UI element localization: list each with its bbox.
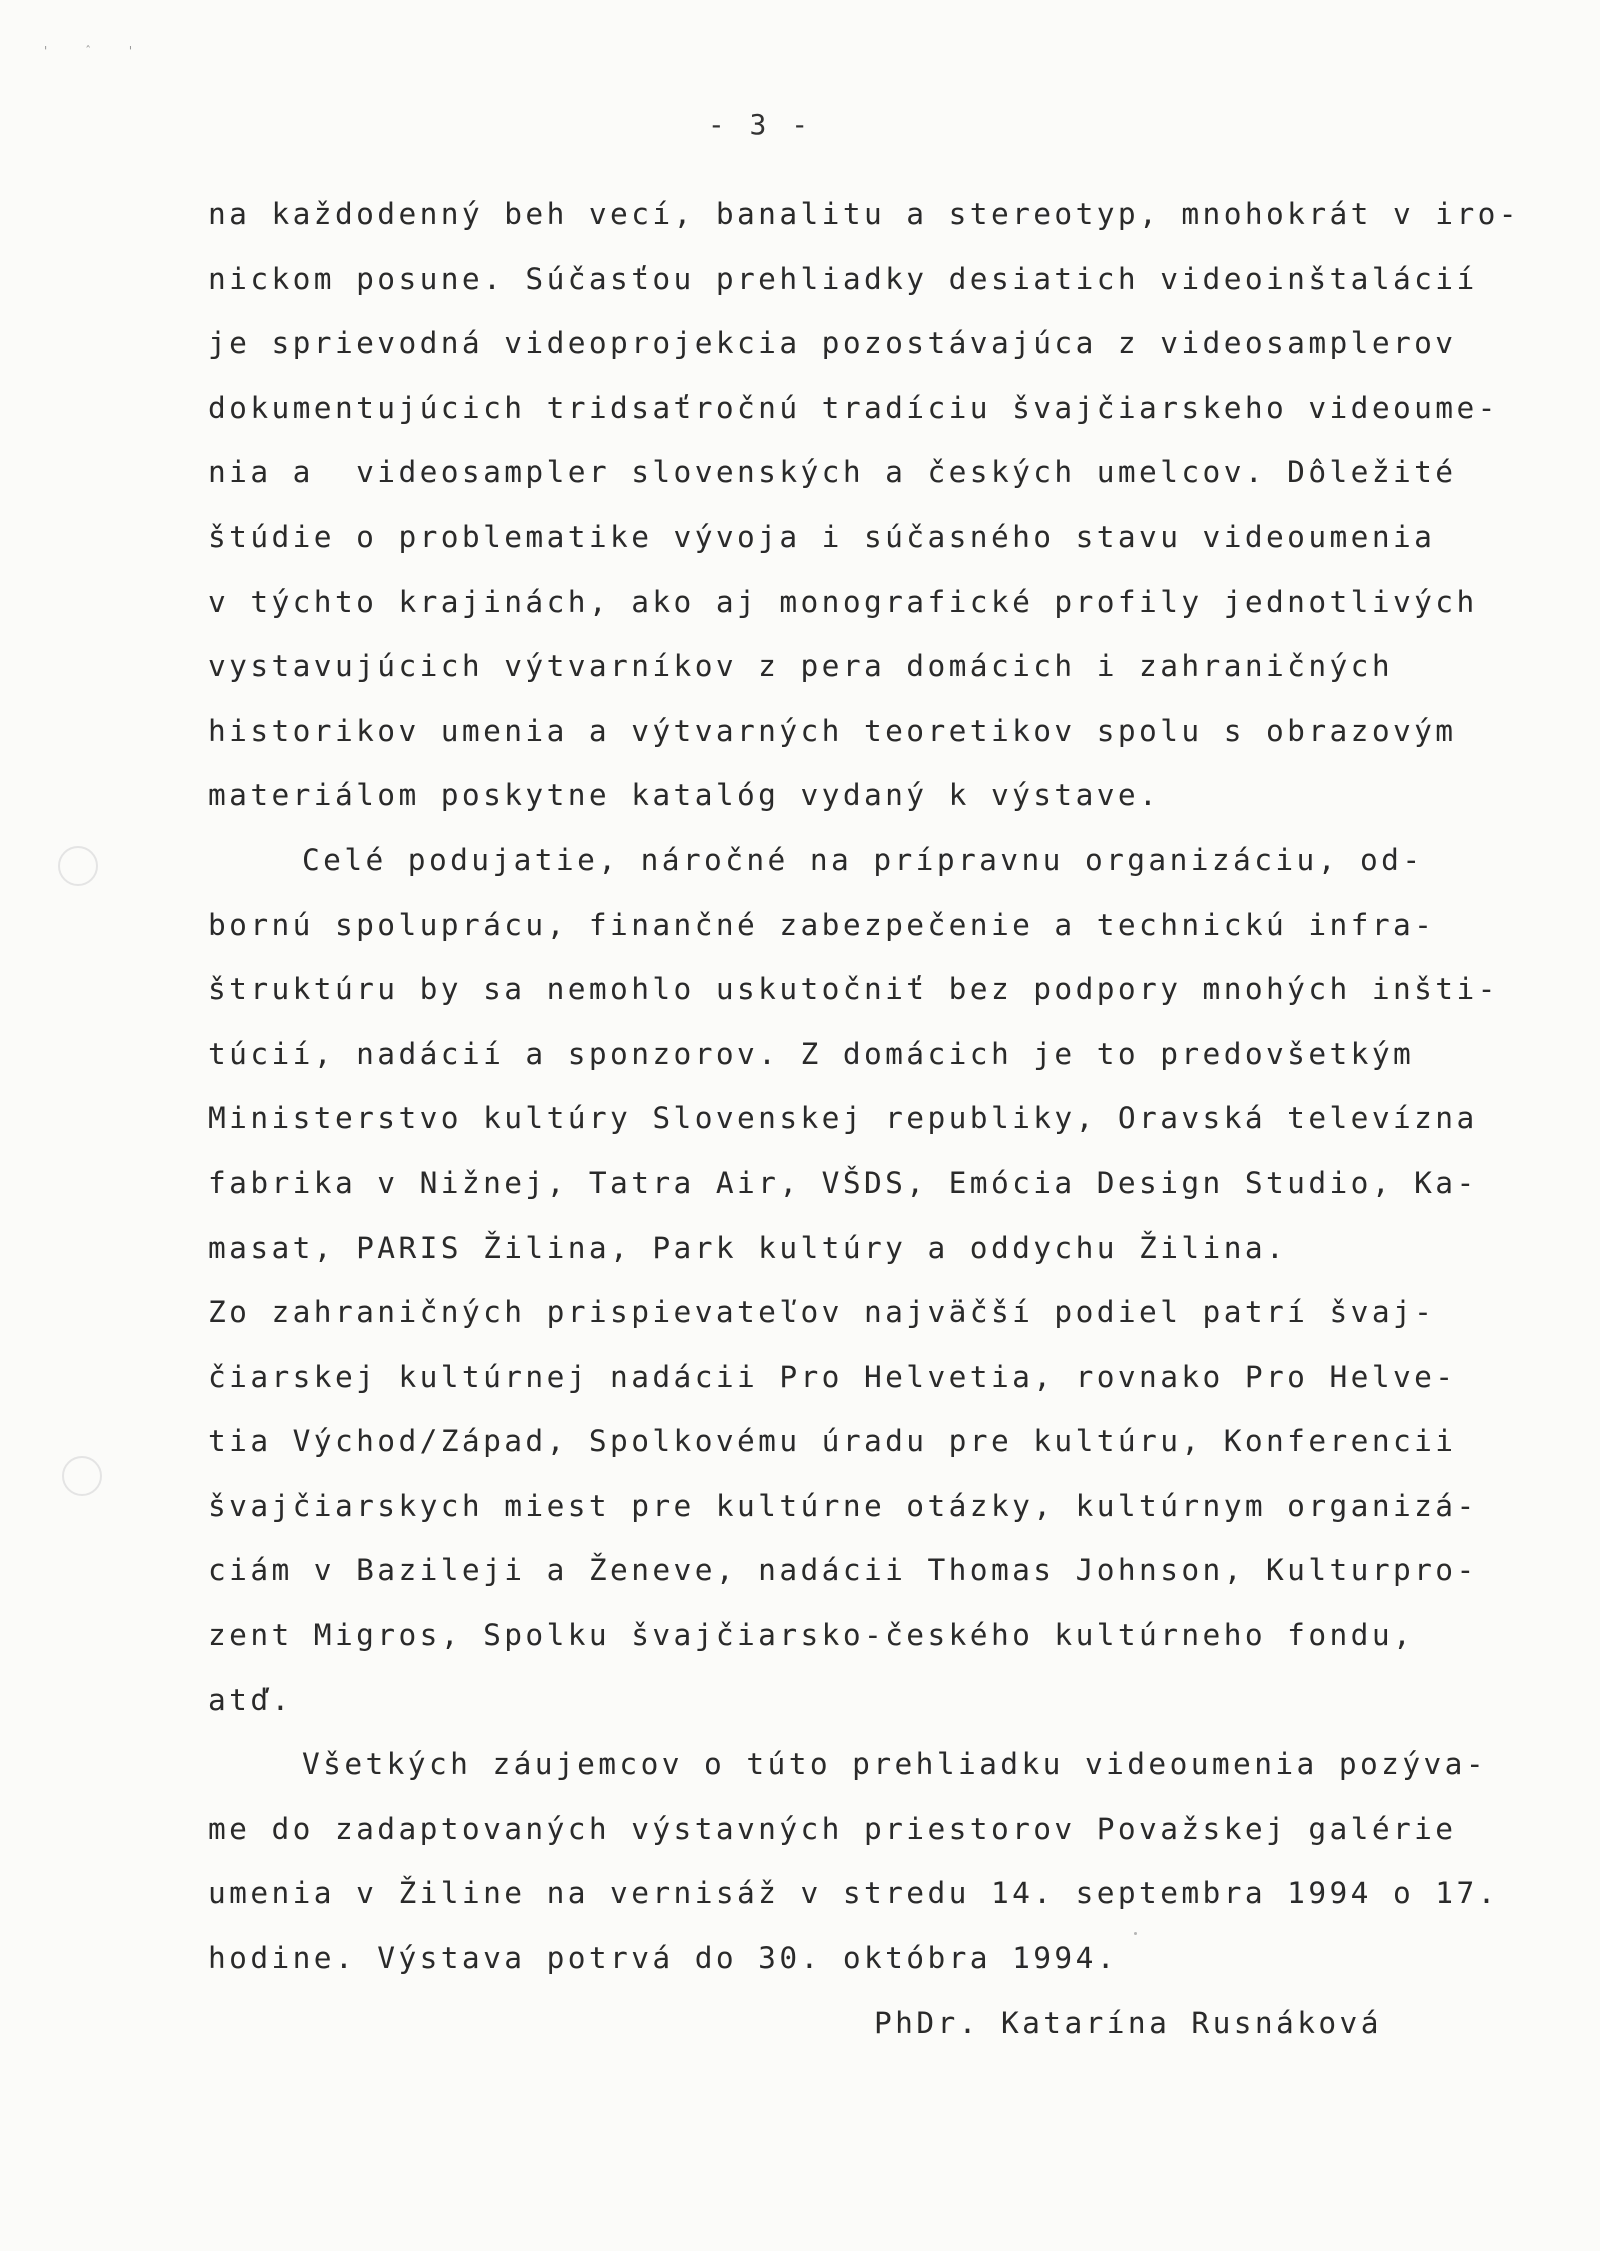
corner-marks: ' ˆ ' bbox=[42, 44, 149, 58]
body-text bbox=[208, 182, 1520, 1991]
text-line: dokumentujúcich tridsaťročnú tradíciu švajčiarskeho videoume- bbox=[208, 390, 1499, 425]
text-line: bornú spoluprácu, finančné zabezpečenie a technickú infra- bbox=[208, 907, 1436, 942]
text-line: materiálom poskytne katalóg vydaný k výstave. bbox=[208, 778, 1161, 813]
text-line: ciám v Bazileji a Ženeve, nadácii Thomas Johnson, Kulturpro- bbox=[208, 1553, 1478, 1588]
text-line: masat, PARIS Žilina, Park kultúry a oddychu Žilina. bbox=[208, 1230, 1288, 1265]
text-line: zent Migros, Spolku švajčiarsko-českého kultúrneho fondu, bbox=[208, 1618, 1415, 1653]
text-line: atď. bbox=[208, 1682, 293, 1717]
page-number: - 3 - bbox=[707, 108, 813, 141]
author-signature: PhDr. Katarína Rusnáková bbox=[874, 2006, 1382, 2040]
text-line: túcií, nadácií a sponzorov. Z domácich je to predovšetkým bbox=[208, 1036, 1415, 1071]
text-line: Ministerstvo kultúry Slovenskej republiky, Oravská televízna bbox=[208, 1101, 1478, 1136]
text-line: umenia v Žiline na vernisáž v stredu 14. septembra 1994 o 17. bbox=[208, 1876, 1499, 1911]
text-line: hodine. Výstava potrvá do 30. októbra 1994. bbox=[208, 1941, 1118, 1976]
text-line: vystavujúcich výtvarníkov z pera domácich i zahraničných bbox=[208, 649, 1393, 684]
paragraph-start-line: Celé podujatie, náročné na prípravnu organizáciu, od- bbox=[302, 842, 1424, 877]
text-line: me do zadaptovaných výstavných priestorov Považskej galérie bbox=[208, 1811, 1457, 1846]
punch-hole-bottom bbox=[62, 1456, 102, 1496]
text-line: v týchto krajinách, ako aj monografické profily jednotlivých bbox=[208, 584, 1478, 619]
text-line: tia Východ/Západ, Spolkovému úradu pre kultúru, Konferencii bbox=[208, 1424, 1457, 1459]
paragraph-start-line: Všetkých záujemcov o túto prehliadku videoumenia pozýva- bbox=[302, 1747, 1487, 1782]
text-line: Zo zahraničných prispievateľov najväčší podiel patrí švaj- bbox=[208, 1295, 1436, 1330]
text-line: historikov umenia a výtvarných teoretikov spolu s obrazovým bbox=[208, 713, 1457, 748]
text-line: čiarskej kultúrnej nadácii Pro Helvetia, rovnako Pro Helve- bbox=[208, 1359, 1457, 1394]
text-line: nia a videosampler slovenských a českých umelcov. Dôležité bbox=[208, 455, 1457, 490]
text-line: je sprievodná videoprojekcia pozostávajúca z videosamplerov bbox=[208, 326, 1457, 361]
text-line: fabrika v Nižnej, Tatra Air, VŠDS, Emócia Design Studio, Ka- bbox=[208, 1165, 1478, 1200]
text-line: štruktúru by sa nemohlo uskutočniť bez podpory mnohých inšti- bbox=[208, 972, 1499, 1007]
text-line: štúdie o problematike vývoja i súčasného stavu videoumenia bbox=[208, 519, 1436, 554]
text-line: na každodenný beh vecí, banalitu a stereotyp, mnohokrát v iro- bbox=[208, 197, 1520, 231]
text-line: švajčiarskych miest pre kultúrne otázky, kultúrnym organizá- bbox=[208, 1488, 1478, 1523]
punch-hole-top bbox=[58, 846, 98, 886]
text-line: nickom posune. Súčasťou prehliadky desiatich videoinštalácií bbox=[208, 261, 1478, 296]
